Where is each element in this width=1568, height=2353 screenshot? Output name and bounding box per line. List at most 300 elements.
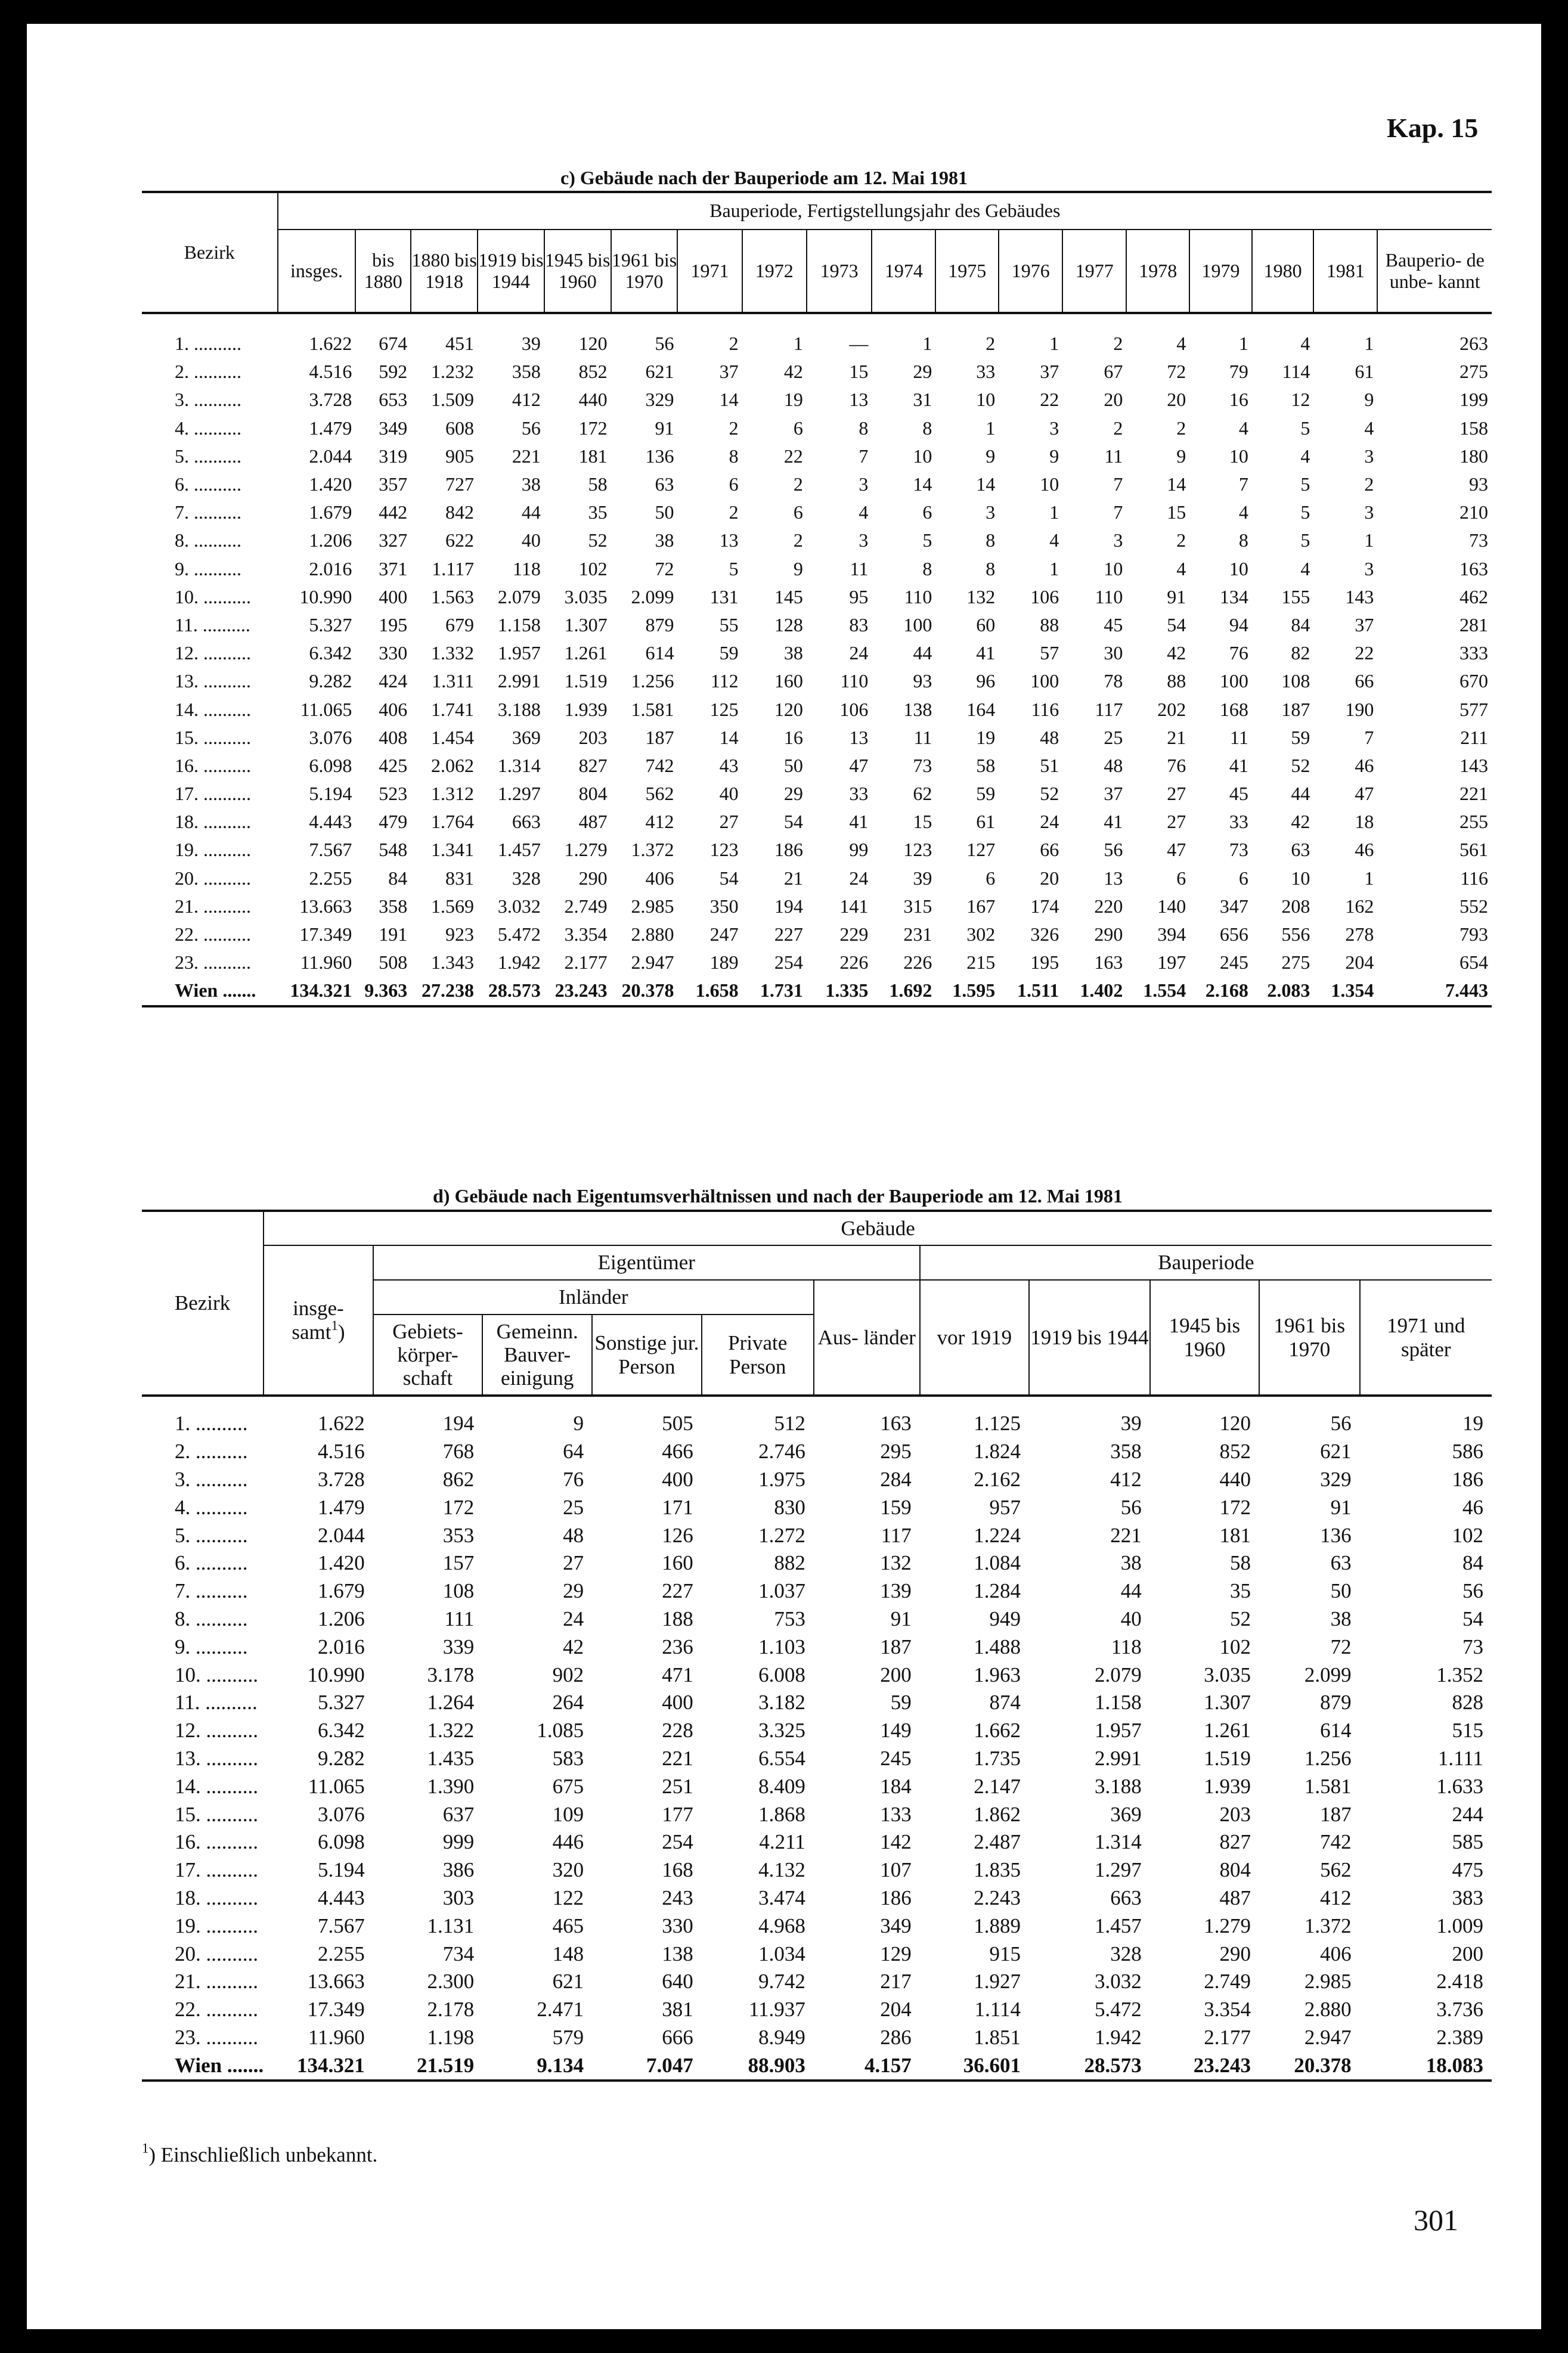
value-cell: 400 — [379, 585, 408, 607]
value-cell: 742 — [645, 754, 674, 776]
value-cell: 162 — [1345, 895, 1374, 917]
value-cell: 1.114 — [974, 1998, 1021, 2022]
value-cell: 9 — [1364, 389, 1374, 411]
value-cell: 2.947 — [631, 951, 674, 974]
value-cell: 1 — [1049, 333, 1059, 355]
value-cell: 2.749 — [564, 895, 608, 917]
value-cell: 163 — [1459, 557, 1488, 579]
value-cell: 852 — [578, 361, 608, 383]
value-cell: 41 — [1229, 754, 1248, 776]
value-cell: 186 — [774, 839, 803, 861]
table-d-title: d) Gebäude nach Eigentumsverhältnissen und nach der Bauperiode am 12. Mai 1981 — [433, 1185, 1123, 1207]
value-cell: 243 — [662, 1886, 693, 1909]
value-cell: 27.238 — [411, 976, 478, 1006]
value-cell: 923 — [445, 923, 474, 945]
value-cell: 56 — [1120, 1495, 1142, 1519]
value-cell: 10 — [1291, 867, 1310, 889]
value-cell: 2 — [1364, 473, 1374, 495]
value-cell: 46 — [1462, 1495, 1483, 1519]
value-cell: 186 — [1452, 1467, 1483, 1491]
value-cell: 112 — [710, 670, 739, 692]
value-cell: 290 — [578, 867, 608, 889]
value-cell: 194 — [774, 895, 803, 917]
value-cell: 5.194 — [318, 1858, 365, 1882]
value-cell: 1.741 — [431, 698, 474, 720]
table-d-header-gebaeude: Gebäude — [264, 1211, 1492, 1245]
value-cell: 263 — [1459, 333, 1488, 355]
value-cell: 905 — [445, 445, 474, 467]
value-cell: 1.103 — [758, 1635, 805, 1658]
table-row — [142, 724, 1492, 752]
value-cell: 59 — [890, 1691, 912, 1715]
value-cell: 902 — [552, 1663, 584, 1687]
value-cell: 2.991 — [1095, 1746, 1142, 1770]
value-cell: 556 — [1281, 923, 1310, 945]
value-cell: 394 — [1157, 923, 1186, 945]
value-cell: 2.487 — [974, 1830, 1021, 1854]
value-cell: 369 — [1110, 1802, 1142, 1826]
bezirk-cell: 17. .......... — [175, 1858, 258, 1882]
value-cell: 2.016 — [318, 1635, 365, 1658]
value-cell: 4 — [1176, 557, 1186, 579]
table-row — [142, 583, 1492, 611]
bezirk-cell: 7. .......... — [175, 1579, 248, 1603]
value-cell: 40 — [719, 783, 739, 805]
table-d-header-vor1919: vor 1919 — [920, 1280, 1029, 1396]
value-cell: 5.327 — [309, 613, 352, 635]
value-cell: 3.178 — [427, 1663, 475, 1687]
value-cell: 3 — [1364, 501, 1374, 523]
value-cell: 614 — [645, 642, 674, 664]
value-cell: 1.731 — [742, 976, 807, 1006]
value-cell: 327 — [379, 529, 408, 551]
table-c-column-header: 1961 bis 1970 — [611, 230, 678, 313]
value-cell: 440 — [578, 389, 608, 411]
value-cell: 1.942 — [497, 951, 541, 974]
value-cell: 768 — [442, 1440, 475, 1464]
value-cell: 1.889 — [974, 1914, 1021, 1937]
value-cell: 139 — [880, 1579, 912, 1603]
value-cell: 125 — [709, 698, 739, 720]
value-cell: 328 — [512, 867, 541, 889]
value-cell: 122 — [552, 1886, 584, 1909]
value-cell: 15 — [913, 811, 932, 833]
value-cell: 22 — [783, 445, 803, 467]
value-cell: 20.378 — [1259, 2051, 1360, 2081]
value-cell: 72 — [1330, 1635, 1352, 1658]
value-cell: 35 — [588, 501, 608, 523]
value-cell: 479 — [379, 811, 408, 833]
bezirk-cell: 20. .......... — [175, 867, 251, 889]
value-cell: 13 — [849, 726, 869, 748]
value-cell: 451 — [445, 333, 474, 355]
value-cell: 425 — [379, 754, 408, 776]
value-cell: 6 — [922, 501, 932, 523]
value-cell: 1 — [1364, 333, 1374, 355]
value-cell: 255 — [1459, 811, 1488, 833]
value-cell: 5 — [922, 529, 932, 551]
value-cell: 50 — [783, 754, 803, 776]
value-cell: 350 — [709, 895, 739, 917]
value-cell: 2.880 — [1304, 1998, 1352, 2022]
value-cell: 1.261 — [564, 642, 608, 664]
value-cell: 1.332 — [431, 642, 474, 664]
value-cell: 949 — [989, 1607, 1021, 1630]
value-cell: 2.168 — [1189, 976, 1252, 1006]
table-row — [142, 1633, 1492, 1661]
value-cell: 132 — [880, 1551, 912, 1575]
value-cell: 100 — [903, 613, 932, 635]
value-cell: 54 — [1462, 1607, 1483, 1630]
bezirk-cell: 7. .......... — [175, 501, 241, 523]
value-cell: 3 — [1113, 529, 1123, 551]
value-cell: 1.131 — [427, 1914, 475, 1937]
value-cell: 666 — [662, 2025, 693, 2049]
value-cell: 319 — [379, 445, 408, 467]
value-cell: 158 — [1459, 417, 1488, 439]
bezirk-cell: 15. .......... — [175, 726, 251, 748]
value-cell: 1.835 — [974, 1858, 1021, 1882]
value-cell: 108 — [1281, 670, 1310, 692]
value-cell: 1.311 — [432, 670, 474, 692]
value-cell: 167 — [966, 895, 996, 917]
value-cell: 210 — [1459, 501, 1488, 523]
value-cell: 16 — [783, 726, 803, 748]
value-cell: 100 — [1219, 670, 1248, 692]
value-cell: 221 — [1459, 783, 1488, 805]
value-cell: 8 — [922, 557, 932, 579]
value-cell: 102 — [578, 557, 608, 579]
value-cell: 1.158 — [1095, 1691, 1142, 1715]
value-cell: 753 — [774, 1607, 805, 1630]
value-cell: 466 — [662, 1440, 693, 1464]
value-cell: 25 — [1104, 726, 1123, 748]
value-cell: 656 — [1219, 923, 1248, 945]
value-cell: 1.034 — [758, 1942, 805, 1966]
table-d-header-private-person: Private Person — [702, 1315, 814, 1396]
value-cell: 30 — [1104, 642, 1123, 664]
value-cell: 94 — [1229, 613, 1248, 635]
value-cell: 111 — [444, 1607, 475, 1630]
table-row — [142, 836, 1492, 864]
value-cell: 5.472 — [497, 923, 541, 945]
value-cell: 3.188 — [1095, 1774, 1142, 1798]
value-cell: 204 — [1345, 951, 1374, 974]
value-cell: 1.343 — [431, 951, 474, 974]
value-cell: 1.314 — [497, 754, 541, 776]
table-c-column-header: bis 1880 — [355, 230, 411, 313]
table-row — [142, 808, 1492, 836]
value-cell: 5.194 — [309, 783, 352, 805]
value-cell: 621 — [552, 1970, 584, 1994]
value-cell: 487 — [1219, 1886, 1251, 1909]
table-d-header-bezirk: Bezirk — [142, 1211, 264, 1396]
value-cell: 353 — [442, 1523, 475, 1547]
value-cell: 203 — [578, 726, 608, 748]
value-cell: 2.947 — [1304, 2025, 1352, 2049]
value-cell: 406 — [645, 867, 674, 889]
value-cell: 145 — [774, 585, 803, 607]
table-row — [142, 414, 1492, 442]
value-cell: 515 — [1452, 1719, 1483, 1743]
value-cell: 561 — [1459, 839, 1488, 861]
value-cell: 2 — [793, 529, 803, 551]
value-cell: 3.474 — [758, 1886, 805, 1909]
value-cell: 406 — [379, 698, 408, 720]
value-cell: 2 — [793, 473, 803, 495]
value-cell: 4 — [1238, 501, 1248, 523]
value-cell: 2.985 — [631, 895, 674, 917]
value-cell: 284 — [880, 1467, 912, 1491]
value-cell: 670 — [1459, 670, 1488, 692]
value-cell: 2.300 — [427, 1970, 475, 1994]
value-cell: 136 — [645, 445, 674, 467]
value-cell: 20 — [1167, 389, 1186, 411]
value-cell: 38 — [1330, 1607, 1352, 1630]
value-cell: 48 — [1104, 754, 1123, 776]
value-cell: 1.256 — [631, 670, 674, 692]
value-cell: 7 — [1364, 726, 1374, 748]
value-cell: 1.307 — [1204, 1691, 1251, 1715]
value-cell: 106 — [1030, 585, 1059, 607]
table-row — [142, 1521, 1492, 1549]
value-cell: 3.035 — [1204, 1663, 1251, 1687]
value-cell: 29 — [913, 361, 932, 383]
value-cell: 4.516 — [318, 1440, 365, 1464]
value-cell: 63 — [1291, 839, 1310, 861]
value-cell: 73 — [1469, 529, 1488, 551]
value-cell: 523 — [379, 783, 408, 805]
value-cell: 679 — [445, 613, 474, 635]
table-row — [142, 611, 1492, 639]
value-cell: 357 — [379, 473, 408, 495]
value-cell: 2 — [1113, 417, 1123, 439]
value-cell: 1.435 — [427, 1746, 475, 1770]
value-cell: 6 — [1176, 867, 1186, 889]
value-cell: 254 — [774, 951, 803, 974]
table-d-header-inlaender: Inländer — [373, 1280, 814, 1315]
value-cell: 23.243 — [544, 976, 611, 1006]
value-cell: 24 — [1040, 811, 1059, 833]
value-cell: 132 — [966, 585, 996, 607]
value-cell: 827 — [578, 754, 608, 776]
value-cell: 734 — [442, 1942, 475, 1966]
value-cell: 9 — [1049, 445, 1059, 467]
value-cell: 56 — [655, 333, 674, 355]
table-row — [142, 639, 1492, 667]
value-cell: 8.949 — [758, 2025, 805, 2049]
value-cell: — — [849, 333, 869, 355]
value-cell: 1.862 — [974, 1802, 1021, 1826]
value-cell: 6 — [986, 867, 996, 889]
table-c-column-header: 1919 bis 1944 — [478, 230, 544, 313]
value-cell: 58 — [588, 473, 608, 495]
value-cell: 562 — [645, 783, 674, 805]
value-cell: 295 — [880, 1440, 912, 1464]
table-row — [142, 555, 1492, 583]
value-cell: 278 — [1345, 923, 1374, 945]
value-cell: 106 — [839, 698, 869, 720]
value-cell: 1 — [922, 333, 932, 355]
value-cell: 13 — [1104, 867, 1123, 889]
value-cell: 1.509 — [431, 389, 474, 411]
value-cell: 59 — [976, 783, 996, 805]
value-cell: 622 — [445, 529, 474, 551]
value-cell: 1.851 — [974, 2025, 1021, 2049]
value-cell: 41 — [849, 811, 869, 833]
bezirk-cell: 8. .......... — [175, 529, 241, 551]
value-cell: 3 — [859, 529, 869, 551]
value-cell: 4 — [1300, 445, 1310, 467]
value-cell: 118 — [1111, 1635, 1142, 1658]
value-cell: 50 — [1330, 1579, 1352, 1603]
bezirk-cell: 19. .......... — [175, 1914, 258, 1937]
value-cell: 47 — [849, 754, 869, 776]
value-cell: 21 — [783, 867, 803, 889]
table-c-header-group: Bauperiode, Fertigstellungsjahr des Gebäudes — [278, 192, 1492, 230]
value-cell: 57 — [1040, 642, 1059, 664]
value-cell: 1 — [1049, 557, 1059, 579]
bezirk-cell: 17. .......... — [175, 783, 251, 805]
value-cell: 614 — [1320, 1719, 1352, 1743]
bezirk-cell: 18. .......... — [175, 811, 251, 833]
value-cell: 3.032 — [497, 895, 541, 917]
value-cell: 1.085 — [537, 1719, 584, 1743]
value-cell: 1.264 — [427, 1691, 475, 1715]
bezirk-cell: 13. .......... — [175, 670, 251, 692]
table-row — [142, 1772, 1492, 1800]
value-cell: 1.679 — [309, 501, 352, 523]
value-cell: 1.158 — [497, 613, 541, 635]
value-cell: 2.147 — [974, 1774, 1021, 1798]
value-cell: 43 — [719, 754, 739, 776]
value-cell: 4.516 — [309, 361, 352, 383]
value-cell: 189 — [709, 951, 739, 974]
table-row — [142, 976, 1492, 1006]
table-row — [142, 667, 1492, 695]
value-cell: 11.065 — [308, 1774, 365, 1798]
value-cell: 330 — [662, 1914, 693, 1937]
bezirk-cell: 13. .......... — [175, 1746, 258, 1770]
value-cell: 211 — [1460, 726, 1488, 748]
value-cell: 79 — [1229, 361, 1248, 383]
document-page — [27, 24, 1541, 2329]
value-cell: 2.471 — [537, 1998, 584, 2022]
value-cell: 200 — [880, 1663, 912, 1687]
value-cell: 38 — [783, 642, 803, 664]
value-cell: 18 — [1355, 811, 1374, 833]
bezirk-cell: 5. .......... — [175, 1523, 248, 1547]
value-cell: 127 — [966, 839, 996, 861]
table-row — [142, 1996, 1492, 2024]
bezirk-cell: 14. .......... — [175, 1774, 258, 1798]
value-cell: 1.009 — [1436, 1914, 1483, 1937]
value-cell: 56 — [1462, 1579, 1483, 1603]
value-cell: 2 — [729, 417, 739, 439]
value-cell: 110 — [1095, 585, 1123, 607]
value-cell: 168 — [662, 1858, 693, 1882]
value-cell: 1.927 — [974, 1970, 1021, 1994]
value-cell: 552 — [1459, 895, 1488, 917]
table-c-column-header: 1973 — [807, 230, 872, 313]
value-cell: 386 — [442, 1858, 475, 1882]
value-cell: 76 — [1167, 754, 1186, 776]
value-cell: 20 — [1040, 867, 1059, 889]
value-cell: 621 — [645, 361, 674, 383]
table-row — [142, 470, 1492, 498]
value-cell: 100 — [1030, 670, 1059, 692]
value-cell: 1.595 — [935, 976, 999, 1006]
value-cell: 1.297 — [1095, 1858, 1142, 1882]
value-cell: 66 — [1355, 670, 1374, 692]
value-cell: 1.037 — [758, 1579, 805, 1603]
value-cell: 44 — [1120, 1579, 1142, 1603]
value-cell: 1.622 — [318, 1412, 365, 1436]
value-cell: 7 — [859, 445, 869, 467]
value-cell: 264 — [552, 1691, 584, 1715]
value-cell: 37 — [1040, 361, 1059, 383]
value-cell: 134.321 — [264, 2051, 373, 2081]
value-cell: 3.182 — [758, 1691, 805, 1715]
value-cell: 38 — [521, 473, 541, 495]
value-cell: 1.519 — [564, 670, 608, 692]
bezirk-cell: 14. .......... — [175, 698, 251, 720]
value-cell: 1.206 — [318, 1607, 365, 1630]
value-cell: 1.232 — [431, 361, 474, 383]
bezirk-cell: 21. .......... — [175, 1970, 258, 1994]
value-cell: 200 — [1452, 1942, 1483, 1966]
value-cell: 172 — [442, 1495, 475, 1519]
value-cell: 2.243 — [974, 1886, 1021, 1909]
value-cell: 879 — [1320, 1691, 1352, 1715]
value-cell: 76 — [1229, 642, 1248, 664]
value-cell: 20.378 — [611, 976, 678, 1006]
table-c-column-header: 1980 — [1252, 230, 1313, 313]
value-cell: 13.663 — [299, 895, 352, 917]
value-cell: 22 — [1040, 389, 1059, 411]
value-cell: 37 — [719, 361, 739, 383]
bezirk-cell: 4. .......... — [175, 417, 241, 439]
value-cell: 4.443 — [309, 811, 352, 833]
table-c-column-header: 1975 — [935, 230, 999, 313]
value-cell: 275 — [1281, 951, 1310, 974]
value-cell: 227 — [774, 923, 803, 945]
value-cell: 190 — [1345, 698, 1374, 720]
value-cell: 1 — [1238, 333, 1248, 355]
value-cell: 831 — [445, 867, 474, 889]
table-c — [142, 191, 1492, 1007]
value-cell: 138 — [903, 698, 932, 720]
table-row — [142, 313, 1492, 358]
value-cell: 804 — [578, 783, 608, 805]
value-cell: 231 — [903, 923, 932, 945]
bezirk-cell: 10. .......... — [175, 1663, 258, 1687]
value-cell: 7 — [1238, 473, 1248, 495]
table-row — [142, 864, 1492, 892]
table-c-column-header: 1979 — [1189, 230, 1252, 313]
value-cell: 220 — [1094, 895, 1123, 917]
value-cell: 84 — [1291, 613, 1310, 635]
value-cell: 1.633 — [1436, 1774, 1483, 1798]
value-cell: 47 — [1355, 783, 1374, 805]
bezirk-cell: 19. .......... — [175, 839, 251, 861]
value-cell: 194 — [442, 1412, 475, 1436]
value-cell: 5 — [1300, 529, 1310, 551]
value-cell: 19 — [1462, 1412, 1483, 1436]
value-cell: 88.903 — [702, 2051, 814, 2081]
value-cell: 110 — [840, 670, 869, 692]
value-cell: 62 — [913, 783, 932, 805]
